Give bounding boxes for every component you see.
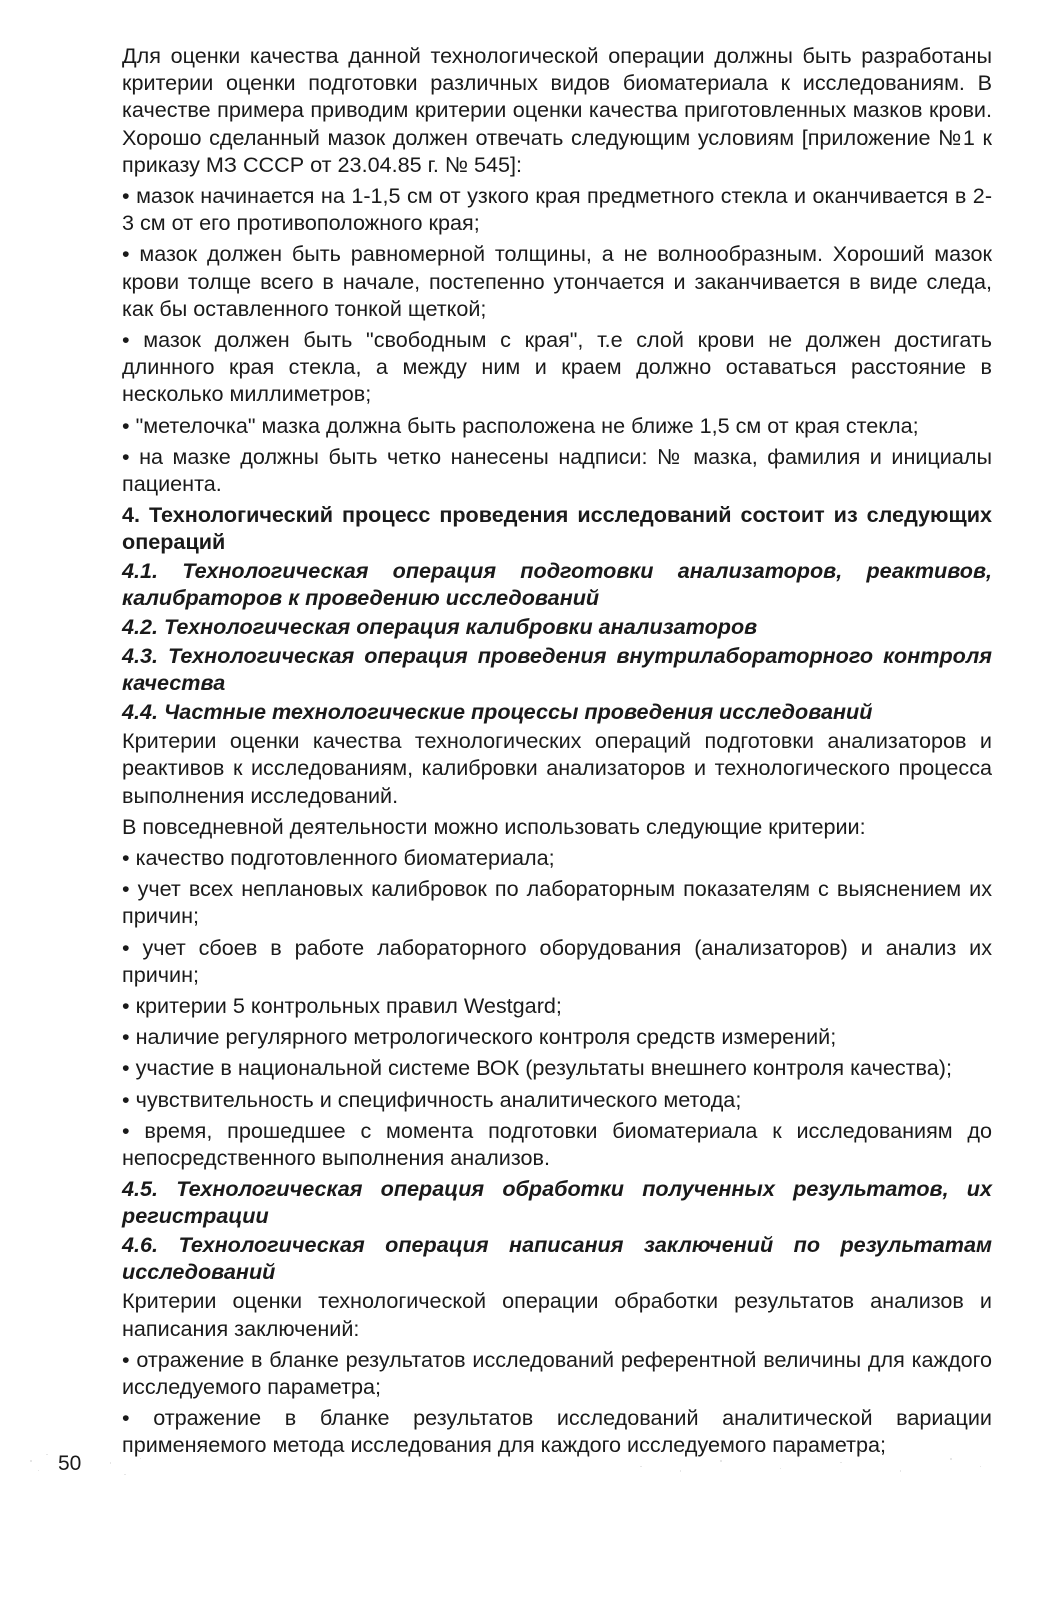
section-4-4-text: Критерии оценки качества технологических операций подготовки анализаторов и реактивов к исследованиям, калибровки анализаторов и технологического процесса выполнения исследований.	[122, 728, 992, 808]
daily-criteria-list	[122, 844, 992, 1171]
list-item: • участие в национальной системе ВОК (результаты внешнего контроля качества);	[122, 1055, 952, 1081]
intro-paragraph: Для оценки качества данной технологической операции должны быть разработаны критерии оценки подготовки различных видов биоматериала к исследованиям. В качестве примера приводим критерии оценки качества приготовленных мазков крови. Хорошо сделанный мазок должен отвечать следующим условиям [приложение №1 к приказу МЗ СССР от 23.04.85 г. № 545]:	[122, 43, 992, 177]
page-body	[122, 42, 992, 1463]
section-4-4-intro: В повседневной деятельности можно использовать следующие критерии:	[122, 813, 866, 839]
smear-criteria-list	[122, 182, 992, 497]
list-item: • "метелочка" мазка должна быть расположена не ближе 1,5 см от края стекла;	[122, 412, 919, 438]
page-number: 50	[58, 1452, 82, 1475]
list-item: • качество подготовленного биоматериала;	[122, 845, 555, 871]
list-item: • чувствительность и специфичность аналитического метода;	[122, 1086, 742, 1112]
list-item: • мазок должен быть равномерной толщины, а не волнообразным. Хороший мазок крови толще всего в начале, постепенно утончается и заканчивается в виде следа, как бы оставленного тонкой щеткой;	[122, 241, 992, 321]
section-4-5-heading: 4.5. Технологическая операция обработки полученных результатов, их регистрации	[122, 1176, 992, 1229]
list-item: • отражение в бланке результатов исследований референтной величины для каждого исследуемого параметра;	[122, 1346, 992, 1399]
section-4-6-heading: 4.6. Технологическая операция написания заключений по результатам исследований	[122, 1232, 992, 1285]
list-item: • критерии 5 контрольных правил Westgard;	[122, 993, 562, 1019]
list-item: • мазок должен быть "свободным с края", т.е слой крови не должен достигать длинного края стекла, а между ним и краем должно оставаться расстояние в несколько миллиметров;	[122, 327, 993, 407]
section-4-heading: 4. Технологический процесс проведения исследований состоит из следующих операций	[122, 502, 992, 555]
list-item: • наличие регулярного метрологического контроля средств измерений;	[122, 1024, 837, 1050]
list-item: • время, прошедшее с момента подготовки биоматериала к исследованиям до непосредственного выполнения анализов.	[122, 1117, 992, 1171]
conclusion-criteria-list	[122, 1346, 992, 1459]
list-item: • отражение в бланке результатов исследований аналитической вариации применяемого метода исследования для каждого исследуемого параметра;	[122, 1405, 992, 1458]
section-4-3-heading: 4.3. Технологическая операция проведения внутрилабораторного контроля качества	[122, 643, 992, 696]
section-4-2-heading: 4.2. Технологическая операция калибровки анализаторов	[122, 614, 758, 640]
section-4-1-heading: 4.1. Технологическая операция подготовки анализаторов, реактивов, калибраторов к проведению исследований	[122, 558, 992, 611]
section-4-4-heading: 4.4. Частные технологические процессы проведения исследований	[122, 699, 873, 725]
list-item: • мазок начинается на 1-1,5 см от узкого края предметного стекла и оканчивается в 2-3 см от его противоположного края;	[122, 183, 993, 236]
list-item: • учет сбоев в работе лабораторного оборудования (анализаторов) и анализ их причин;	[122, 934, 992, 987]
list-item: • на мазке должны быть четко нанесены надписи: № мазка, фамилия и инициалы пациента.	[122, 443, 992, 497]
section-4-6-text: Критерии оценки технологической операции обработки результатов анализов и написания заключений:	[122, 1288, 992, 1341]
list-item: • учет всех неплановых калибровок по лабораторным показателям с выяснением их причин;	[122, 876, 992, 929]
